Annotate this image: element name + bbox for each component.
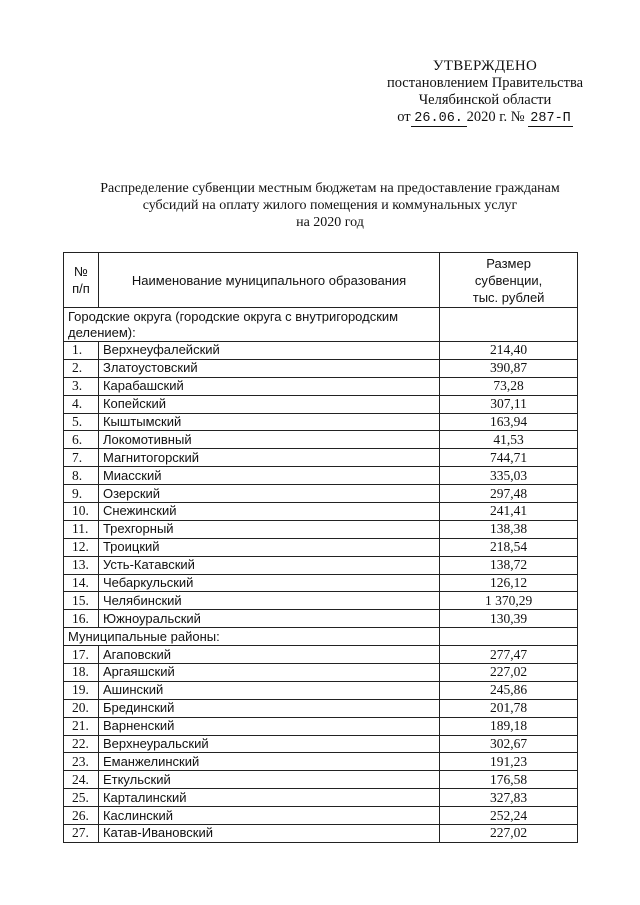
- row-number: 22.: [64, 735, 99, 753]
- section-row-urban-districts: [64, 308, 578, 342]
- row-municipality: Каслинский: [98, 807, 439, 825]
- subvention-table: [63, 252, 578, 843]
- row-municipality: Златоустовский: [98, 359, 439, 377]
- table-row: [64, 359, 578, 377]
- row-number: 27.: [64, 825, 99, 843]
- row-number: 2.: [64, 359, 99, 377]
- table-row: [64, 825, 578, 843]
- header-value: Размер субвенции, тыс. рублей: [440, 253, 578, 308]
- row-number: 7.: [64, 449, 99, 467]
- table-row: [64, 699, 578, 717]
- row-municipality: Озерский: [98, 485, 439, 503]
- row-municipality: Локомотивный: [98, 431, 439, 449]
- row-number: 19.: [64, 681, 99, 699]
- approval-line-1: постановлением Правительства: [386, 75, 584, 91]
- table-row: [64, 807, 578, 825]
- row-value: 297,48: [440, 485, 578, 503]
- row-value: 41,53: [440, 431, 578, 449]
- row-municipality: Верхнеуральский: [98, 735, 439, 753]
- row-municipality: Чебаркульский: [98, 574, 439, 592]
- table-row: [64, 556, 578, 574]
- row-number: 17.: [64, 646, 99, 664]
- row-value: 252,24: [440, 807, 578, 825]
- section-row-municipal-districts: [64, 628, 578, 646]
- row-municipality: Аргаяшский: [98, 664, 439, 682]
- row-municipality: Усть-Катавский: [98, 556, 439, 574]
- row-municipality: Катав-Ивановский: [98, 825, 439, 843]
- row-number: 6.: [64, 431, 99, 449]
- row-value: 744,71: [440, 449, 578, 467]
- row-value: 138,38: [440, 520, 578, 538]
- row-value: 1 370,29: [440, 592, 578, 610]
- table-row: [64, 771, 578, 789]
- header-name: Наименование муниципального образования: [98, 253, 439, 308]
- row-municipality: Магнитогорский: [98, 449, 439, 467]
- row-number: 15.: [64, 592, 99, 610]
- approval-prefix: от: [397, 109, 411, 125]
- table-row: [64, 735, 578, 753]
- section-empty-cell: [440, 308, 578, 342]
- section-empty-cell: [440, 628, 578, 646]
- row-municipality: Челябинский: [98, 592, 439, 610]
- table-row: [64, 664, 578, 682]
- table-row: [64, 574, 578, 592]
- approval-year-suffix: 2020 г. №: [466, 109, 525, 125]
- document-title-line-1: Распределение субвенции местным бюджетам на предоставление гражданам: [100, 181, 560, 196]
- row-number: 20.: [64, 699, 99, 717]
- table-row: [64, 413, 578, 431]
- table-row: [64, 485, 578, 503]
- section-label-urban-districts: Городские округа (городские округа с внутригородским делением):: [64, 308, 440, 342]
- row-number: 26.: [64, 807, 99, 825]
- table-row: [64, 717, 578, 735]
- table-row: [64, 681, 578, 699]
- table-row: [64, 449, 578, 467]
- row-municipality: Еткульский: [98, 771, 439, 789]
- row-value: 307,11: [440, 395, 578, 413]
- row-value: 245,86: [440, 681, 578, 699]
- row-municipality: Верхнеуфалейский: [98, 342, 439, 360]
- row-number: 4.: [64, 395, 99, 413]
- document-title: [60, 180, 600, 231]
- table-row: [64, 753, 578, 771]
- row-municipality: Миасский: [98, 467, 439, 485]
- row-municipality: Кыштымский: [98, 413, 439, 431]
- row-value: 73,28: [440, 377, 578, 395]
- table-row: [64, 467, 578, 485]
- row-value: 218,54: [440, 538, 578, 556]
- table-row: [64, 538, 578, 556]
- row-value: 191,23: [440, 753, 578, 771]
- row-number: 13.: [64, 556, 99, 574]
- row-number: 25.: [64, 789, 99, 807]
- row-municipality: Брединский: [98, 699, 439, 717]
- table-row: [64, 646, 578, 664]
- row-value: 277,47: [440, 646, 578, 664]
- row-number: 8.: [64, 467, 99, 485]
- row-value: 189,18: [440, 717, 578, 735]
- row-municipality: Южноуральский: [98, 610, 439, 628]
- row-number: 11.: [64, 520, 99, 538]
- table-row: [64, 503, 578, 521]
- table-row: [64, 395, 578, 413]
- row-municipality: Троицкий: [98, 538, 439, 556]
- row-municipality: Карабашский: [98, 377, 439, 395]
- row-value: 241,41: [440, 503, 578, 521]
- row-municipality: Копейский: [98, 395, 439, 413]
- table-row: [64, 377, 578, 395]
- table-row: [64, 342, 578, 360]
- section-label-municipal-districts: Муниципальные районы:: [64, 628, 440, 646]
- row-value: 227,02: [440, 825, 578, 843]
- table-row: [64, 520, 578, 538]
- row-municipality: Ашинский: [98, 681, 439, 699]
- row-value: 390,87: [440, 359, 578, 377]
- row-value: 163,94: [440, 413, 578, 431]
- table-row: [64, 610, 578, 628]
- row-value: 176,58: [440, 771, 578, 789]
- approval-stamp: [360, 58, 610, 127]
- approval-number: 287-П: [530, 111, 571, 126]
- document-title-line-2: субсидий на оплату жилого помещения и коммунальных услуг: [142, 198, 518, 213]
- row-number: 9.: [64, 485, 99, 503]
- row-municipality: Еманжелинский: [98, 753, 439, 771]
- row-number: 18.: [64, 664, 99, 682]
- row-number: 14.: [64, 574, 99, 592]
- row-municipality: Снежинский: [98, 503, 439, 521]
- row-number: 16.: [64, 610, 99, 628]
- row-value: 201,78: [440, 699, 578, 717]
- table-row: [64, 431, 578, 449]
- row-municipality: Карталинский: [98, 789, 439, 807]
- approval-date: 26.06.: [411, 112, 467, 127]
- row-number: 10.: [64, 503, 99, 521]
- row-number: 5.: [64, 413, 99, 431]
- row-value: 327,83: [440, 789, 578, 807]
- row-number: 24.: [64, 771, 99, 789]
- row-value: 227,02: [440, 664, 578, 682]
- row-value: 130,39: [440, 610, 578, 628]
- row-municipality: Варненский: [98, 717, 439, 735]
- row-value: 138,72: [440, 556, 578, 574]
- header-num: № п/п: [64, 253, 99, 308]
- table-header-row: [64, 253, 578, 308]
- row-value: 126,12: [440, 574, 578, 592]
- row-number: 12.: [64, 538, 99, 556]
- approval-dateline: [360, 109, 610, 127]
- row-number: 21.: [64, 717, 99, 735]
- row-municipality: Агаповский: [98, 646, 439, 664]
- row-value: 214,40: [440, 342, 578, 360]
- table-row: [64, 789, 578, 807]
- document-title-line-3: на 2020 год: [296, 215, 364, 230]
- row-number: 3.: [64, 377, 99, 395]
- row-municipality: Трехгорный: [98, 520, 439, 538]
- approval-title: УТВЕРЖДЕНО: [432, 58, 538, 74]
- approval-line-2: Челябинской области: [418, 92, 552, 108]
- row-value: 302,67: [440, 735, 578, 753]
- row-number: 23.: [64, 753, 99, 771]
- row-value: 335,03: [440, 467, 578, 485]
- row-number: 1.: [64, 342, 99, 360]
- table-row: [64, 592, 578, 610]
